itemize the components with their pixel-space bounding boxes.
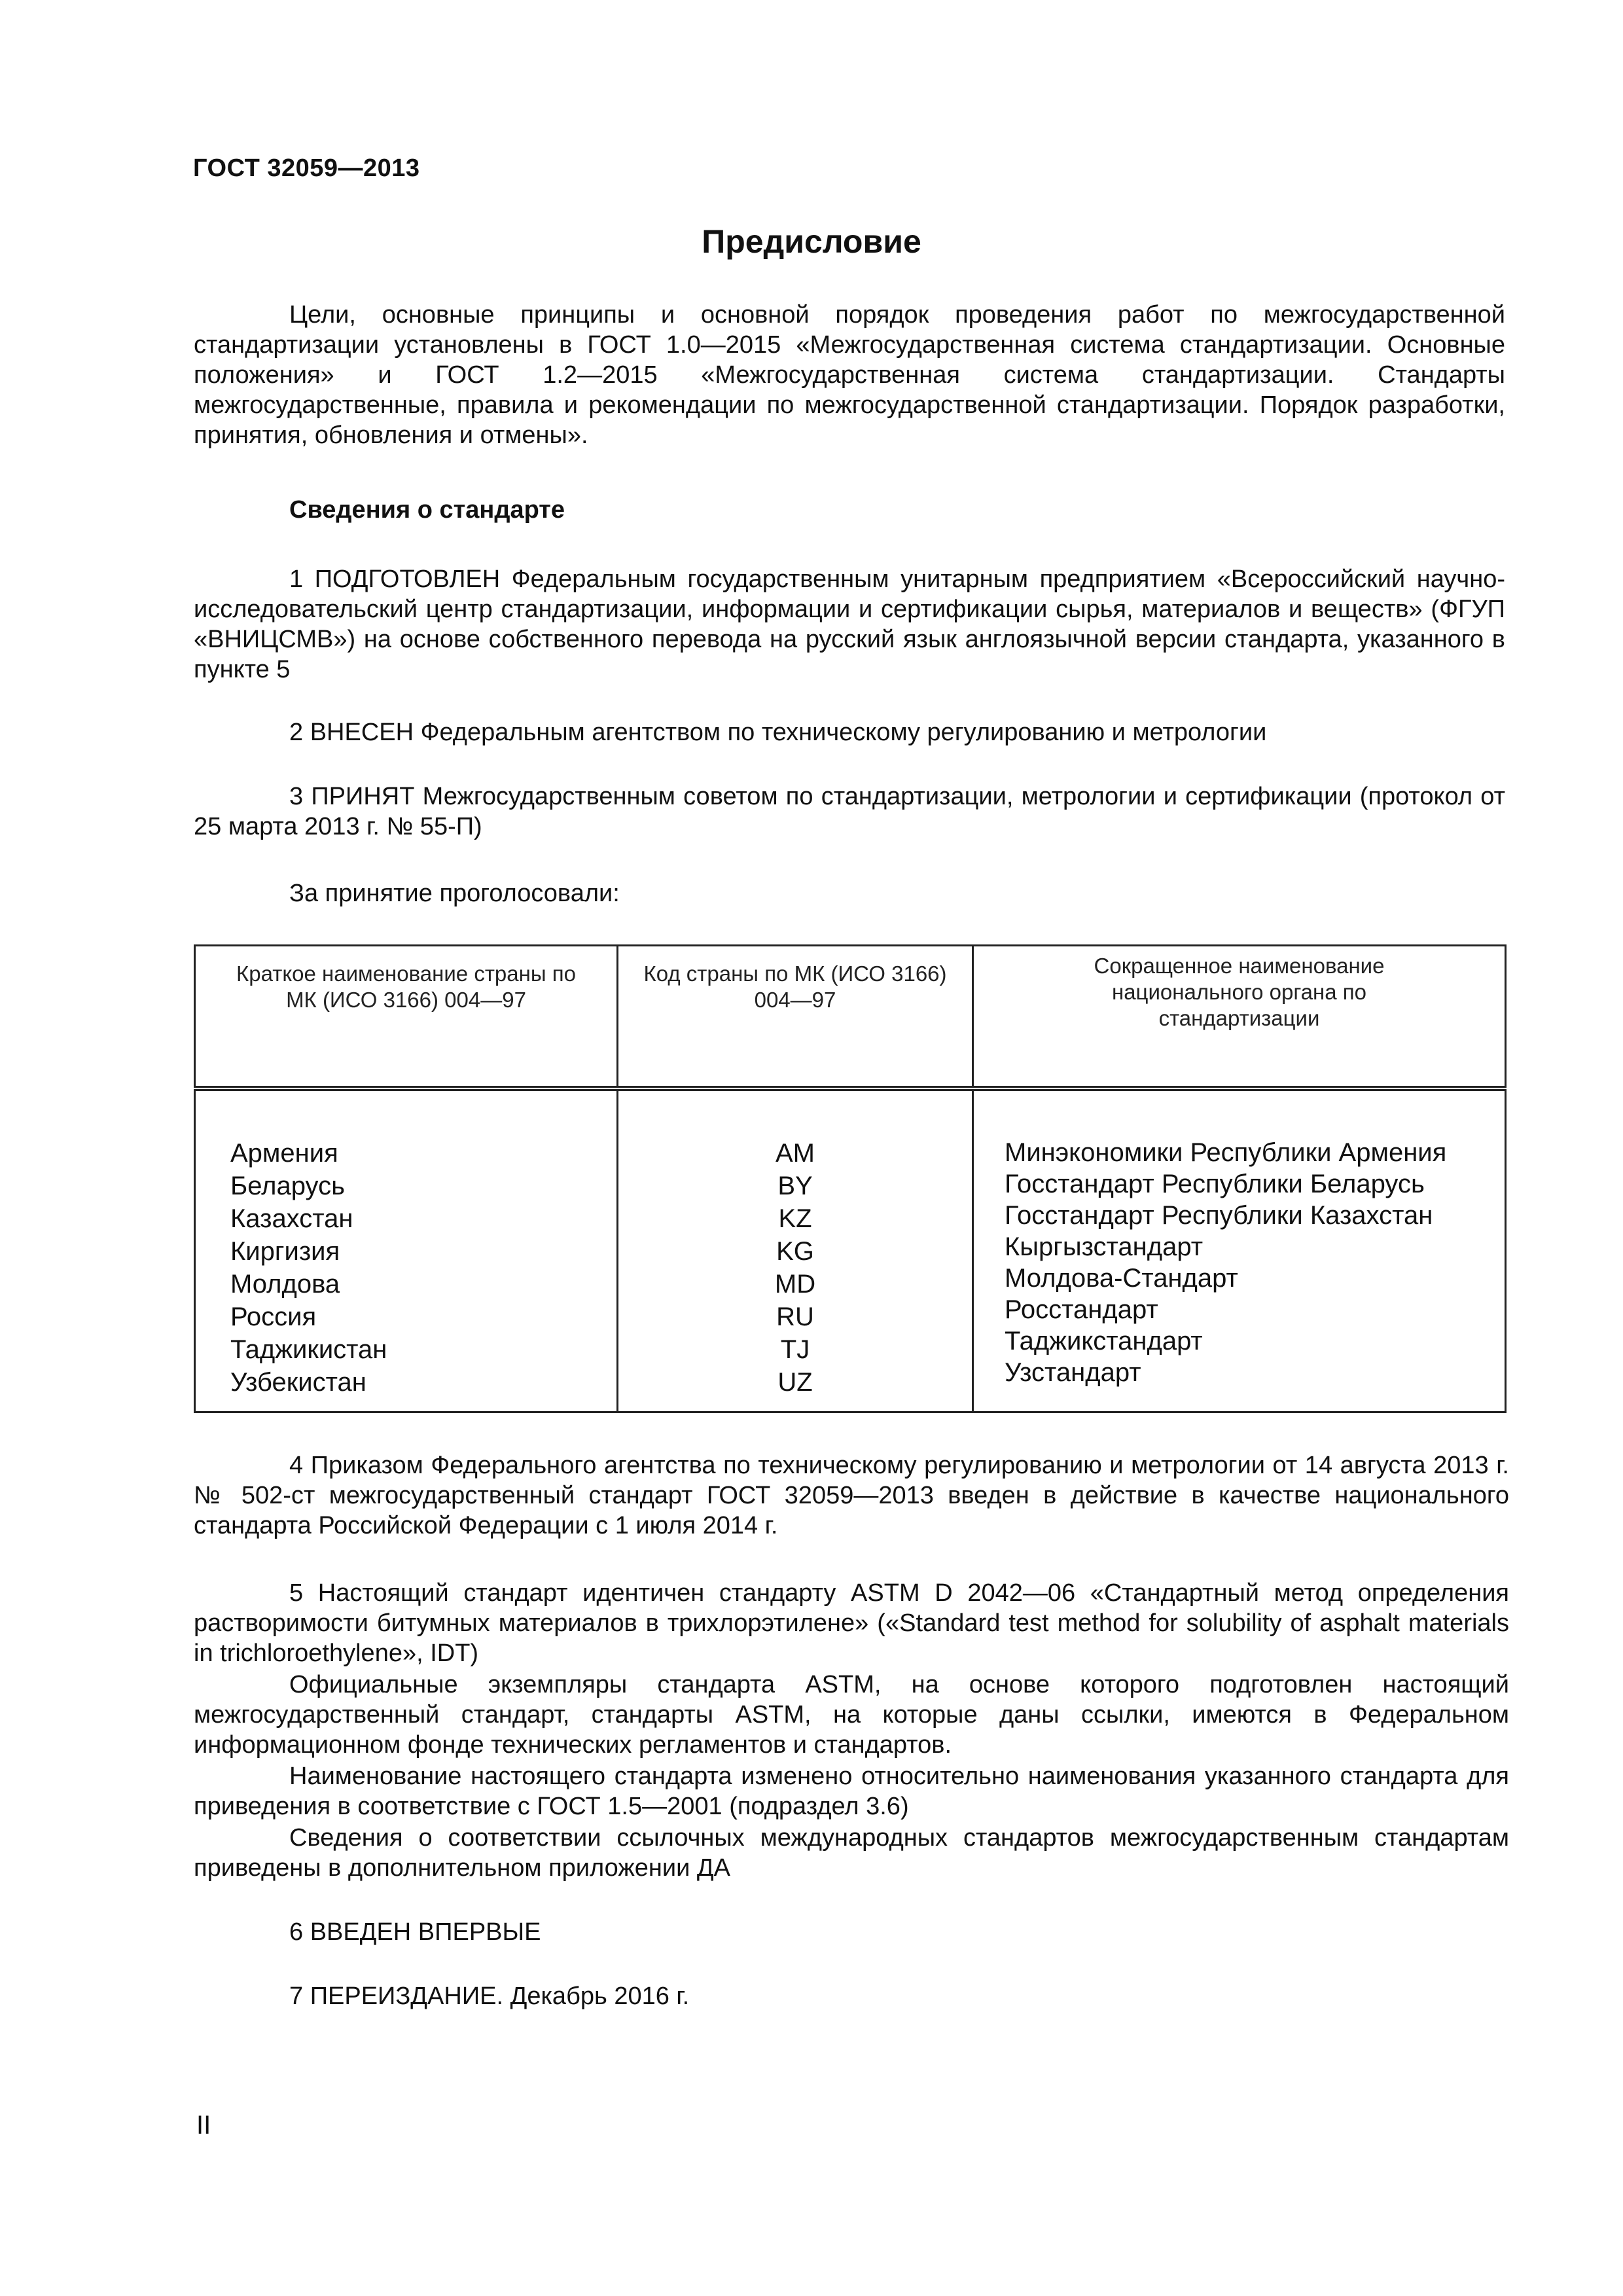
item-3: 3 ПРИНЯТ Межгосударственным советом по стандартизации, метрологии и сертификации (протокол от 25 марта 2013 г. № 55-П) [194, 783, 1505, 840]
standards-body: Узстандарт [1005, 1358, 1141, 1387]
country-code: MD [774, 1270, 816, 1299]
table-row [195, 1088, 1506, 1412]
standards-body: Минэкономики Республики Армения [1005, 1138, 1447, 1167]
country-list [195, 1088, 618, 1412]
vote-intro: За принятие проголосовали: [289, 880, 620, 907]
standards-body: Росстандарт [1005, 1295, 1158, 1324]
country-code: TJ [780, 1335, 810, 1364]
intro-paragraph: Цели, основные принципы и основной порядок проведения работ по межгосударственной стандартизации установлены в ГОСТ 1.0—2015 «Межгосударственная система стандартизации. Основные положения» и ГОСТ 1.2—2015 «Межгосударственная система стандартизации. Стандарты межгосударственные, правила и рекомендации по межгосударственной стандартизации. Порядок разработки, принятия, обновления и отмены». [194, 301, 1505, 449]
standards-body: Госстандарт Республики Казахстан [1005, 1201, 1433, 1230]
body-list [973, 1088, 1506, 1412]
item-5-paragraph-4: Сведения о соответствии ссылочных международных стандартов межгосударственным стандартам приведены в дополнительном приложении ДА [194, 1824, 1509, 1882]
code-list [618, 1088, 973, 1412]
item-2: 2 ВНЕСЕН Федеральным агентством по техническому регулированию и метрологии [289, 719, 1267, 746]
standards-body: Таджикстандарт [1005, 1327, 1203, 1355]
header-standards-body: Сокращенное наименование национального органа по стандартизации [973, 946, 1506, 1089]
item-7: 7 ПЕРЕИЗДАНИЕ. Декабрь 2016 г. [289, 1982, 690, 2010]
country-code: BY [777, 1172, 813, 1200]
item-5-paragraph-3: Наименование настоящего стандарта изменено относительно наименования указанного стандарта для приведения в соответствие с ГОСТ 1.5—2001 (подраздел 3.6) [194, 1763, 1509, 1820]
standards-body: Молдова-Стандарт [1005, 1264, 1238, 1293]
country-name: Армения [230, 1139, 338, 1168]
country-code: KG [776, 1237, 814, 1266]
standards-body: Госстандарт Республики Беларусь [1005, 1170, 1425, 1198]
voting-table [194, 944, 1507, 1413]
country-name: Россия [230, 1302, 317, 1331]
country-name: Таджикистан [230, 1335, 387, 1364]
header-country-name: Краткое наименование страны по МК (ИСО 3166) 004—97 [195, 946, 618, 1089]
country-name: Беларусь [230, 1172, 345, 1200]
country-name: Казахстан [230, 1204, 353, 1233]
page-number: II [196, 2111, 211, 2140]
country-code: AM [776, 1139, 815, 1168]
country-name: Киргизия [230, 1237, 340, 1266]
item-1: 1 ПОДГОТОВЛЕН Федеральным государственным унитарным предприятием «Всероссийский научно-исследовательский центр стандартизации, информации и сертификации сырья, материалов и веществ» (ФГУП «ВНИЦСМВ») на основе собственного перевода на русский язык англоязычной версии стандарта, указанного в пункте 5 [194, 565, 1505, 683]
section-heading: Сведения о стандарте [289, 496, 565, 524]
country-code: RU [776, 1302, 814, 1331]
country-code: KZ [778, 1204, 812, 1233]
header-country-code: Код страны по МК (ИСО 3166) 004—97 [618, 946, 973, 1089]
item-4: 4 Приказом Федерального агентства по техническому регулированию и метрологии от 14 августа 2013 г. № 502-ст межгосударственный стандарт ГОСТ 32059—2013 введен в действие в качестве национального стандарта Российской Федерации с 1 июля 2014 г. [194, 1452, 1509, 1539]
country-code: UZ [777, 1368, 813, 1397]
item-6: 6 ВВЕДЕН ВПЕРВЫЕ [289, 1918, 541, 1946]
standards-body: Кыргызстандарт [1005, 1232, 1204, 1261]
table-header-row [195, 946, 1506, 1089]
item-5: 5 Настоящий стандарт идентичен стандарту ASTM D 2042—06 «Стандартный метод определения растворимости битумных материалов в трихлорэтилене» («Standard test method for solubility of asphalt materials in trichloroethylene», IDT) [194, 1579, 1509, 1667]
page-title: Предисловие [702, 223, 921, 260]
country-name: Узбекистан [230, 1368, 366, 1397]
document-code: ГОСТ 32059—2013 [193, 154, 420, 182]
item-5-paragraph-2: Официальные экземпляры стандарта ASTM, на основе которого подготовлен настоящий межгосударственный стандарт, стандарты ASTM, на которые даны ссылки, имеются в Федеральном информационном фонде технических регламентов и стандартов. [194, 1671, 1509, 1759]
country-name: Молдова [230, 1270, 340, 1299]
